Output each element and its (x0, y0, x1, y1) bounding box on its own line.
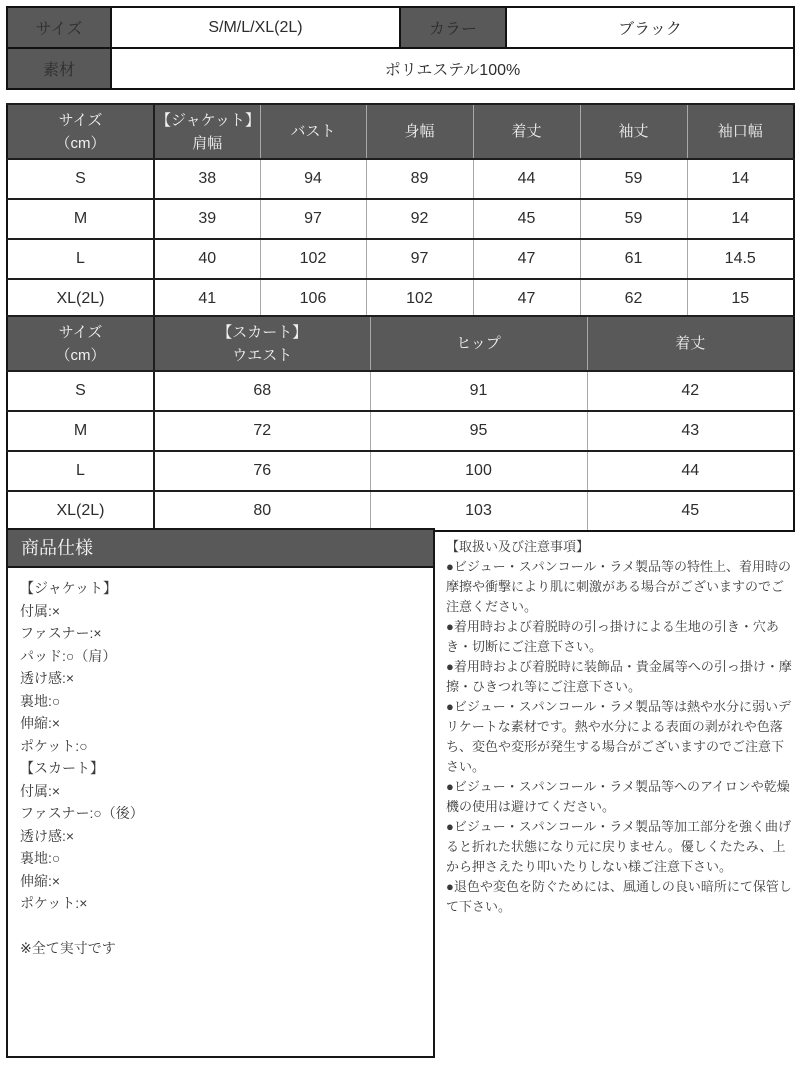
value-cell: 102 (366, 279, 473, 319)
value-cell: 92 (366, 199, 473, 239)
value-cell: 39 (154, 199, 260, 239)
value-cell: 45 (473, 199, 580, 239)
skirt-waist-header (154, 316, 370, 371)
size-cell: S (7, 159, 154, 199)
material-label-cell: 素材 (7, 48, 111, 89)
body-width-header: 身幅 (366, 104, 473, 159)
material-value-cell: ポリエステル100% (111, 48, 794, 89)
jacket-measurements-table (6, 103, 795, 320)
value-cell: 76 (154, 451, 370, 491)
size-cell: M (7, 199, 154, 239)
spec-line: 伸縮:× (20, 715, 61, 731)
table-row (7, 199, 794, 239)
precaution-item: ●ビジュー・スパンコール・ラメ製品等へのアイロンや乾燥機の使用は避けてください。 (446, 779, 790, 814)
size-cell: L (7, 239, 154, 279)
spec-section-skirt: 【スカート】 (20, 760, 104, 776)
table-row (7, 371, 794, 411)
precaution-item: ●退色や変色を防ぐためには、風通しの良い暗所にて保管して下さい。 (446, 879, 792, 914)
value-cell: 45 (587, 491, 794, 531)
cuff-width-header: 袖口幅 (687, 104, 794, 159)
value-cell: 14 (687, 199, 794, 239)
size-cm-header (7, 316, 154, 371)
size-cell: L (7, 451, 154, 491)
value-cell: 41 (154, 279, 260, 319)
spec-section-jacket: 【ジャケット】 (20, 580, 118, 596)
table-row (7, 159, 794, 199)
sleeve-length-header: 袖丈 (580, 104, 687, 159)
value-cell: 59 (580, 159, 687, 199)
table-header-row (7, 316, 794, 371)
value-cell: 14 (687, 159, 794, 199)
spec-line: 透け感:× (20, 670, 75, 686)
size-label-cell: サイズ (7, 7, 111, 48)
value-cell: 72 (154, 411, 370, 451)
value-cell: 97 (260, 199, 366, 239)
size-value-cell: S/M/L/XL(2L) (111, 7, 400, 48)
spec-line: 付属:× (20, 782, 61, 799)
value-cell: 42 (587, 371, 794, 411)
spec-line: ファスナー:○（後） (20, 805, 144, 821)
header-line: サイズ (58, 323, 103, 341)
value-cell: 40 (154, 239, 260, 279)
value-cell: 68 (154, 371, 370, 411)
value-cell: 102 (260, 239, 366, 279)
bust-header: バスト (260, 104, 366, 159)
spec-line: パッド:○（肩） (20, 647, 117, 664)
product-spec-title: 商品仕様 (8, 530, 433, 568)
spec-note: ※全て実寸です (20, 939, 116, 956)
spec-line: ファスナー:× (20, 625, 102, 641)
size-cell: XL(2L) (7, 491, 154, 531)
product-spec-body (8, 568, 433, 959)
product-spec-panel (6, 528, 435, 1058)
jacket-shoulder-header (154, 104, 260, 159)
value-cell: 14.5 (687, 239, 794, 279)
precaution-item: ●ビジュー・スパンコール・ラメ製品等は熱や水分に弱いデリケートな素材です。熱や水分による表面の剥がれや色落ち、変色や変形が発生する場合がございますのでご注意下さい。 (446, 699, 791, 774)
size-cell: S (7, 371, 154, 411)
color-label-cell: カラー (400, 7, 506, 48)
value-cell: 89 (366, 159, 473, 199)
length-header: 着丈 (473, 104, 580, 159)
header-line: サイズ (58, 111, 103, 129)
spec-line: 裏地:○ (20, 850, 61, 866)
header-line: （cm） (55, 134, 106, 152)
value-cell: 62 (580, 279, 687, 319)
spec-line: 裏地:○ (20, 692, 61, 709)
header-line: （cm） (55, 346, 106, 364)
value-cell: 43 (587, 411, 794, 451)
precaution-item: ●着用時および着脱時に装飾品・貴金属等への引っ掛け・摩擦・ひきつれ等にご注意下さい。 (446, 659, 792, 694)
table-header-row (7, 104, 794, 159)
value-cell: 59 (580, 199, 687, 239)
table-row (7, 48, 794, 89)
precaution-item: ●着用時および着脱時の引っ掛けによる生地の引き・穴あき・切断にご注意下さい。 (446, 619, 779, 654)
value-cell: 106 (260, 279, 366, 319)
value-cell: 91 (370, 371, 587, 411)
header-line: 【スカート】 (217, 323, 308, 341)
table-row (7, 279, 794, 319)
spec-line: ポケット:× (20, 895, 88, 911)
header-line: 肩幅 (192, 134, 223, 152)
value-cell: 95 (370, 411, 587, 451)
value-cell: 103 (370, 491, 587, 531)
table-row (7, 411, 794, 451)
table-row (7, 451, 794, 491)
value-cell: 97 (366, 239, 473, 279)
spec-line: 透け感:× (20, 827, 75, 844)
size-cm-header (7, 104, 154, 159)
color-value-cell: ブラック (506, 7, 794, 48)
table-row (7, 491, 794, 531)
skirt-measurements-table (6, 315, 795, 532)
table-row (7, 239, 794, 279)
header-line: ウエスト (232, 346, 293, 364)
value-cell: 38 (154, 159, 260, 199)
size-cell: M (7, 411, 154, 451)
precautions-title: 【取扱い及び注意事項】 (446, 539, 590, 554)
size-cell: XL(2L) (7, 279, 154, 319)
value-cell: 100 (370, 451, 587, 491)
value-cell: 44 (473, 159, 580, 199)
table-row (7, 7, 794, 48)
size-color-table (6, 6, 795, 90)
spec-line: 伸縮:× (20, 872, 61, 889)
value-cell: 47 (473, 239, 580, 279)
header-line: 【ジャケット】 (156, 111, 260, 129)
length-header: 着丈 (587, 316, 794, 371)
precaution-item: ●ビジュー・スパンコール・ラメ製品等加工部分を強く曲げると折れた状態になり元に戻りません。優しくたたみ、上から押さえたり叩いたりしない様ご注意下さい。 (446, 819, 791, 874)
value-cell: 44 (587, 451, 794, 491)
precaution-item: ●ビジュー・スパンコール・ラメ製品等の特性上、着用時の摩擦や衝撃により肌に刺激がある場合がございますのでご注意ください。 (446, 559, 791, 614)
hip-header: ヒップ (370, 316, 587, 371)
value-cell: 94 (260, 159, 366, 199)
value-cell: 47 (473, 279, 580, 319)
spec-line: 付属:× (20, 602, 61, 619)
value-cell: 61 (580, 239, 687, 279)
value-cell: 80 (154, 491, 370, 531)
spec-line: ポケット:○ (20, 737, 88, 754)
value-cell: 15 (687, 279, 794, 319)
precautions-section (446, 537, 796, 917)
